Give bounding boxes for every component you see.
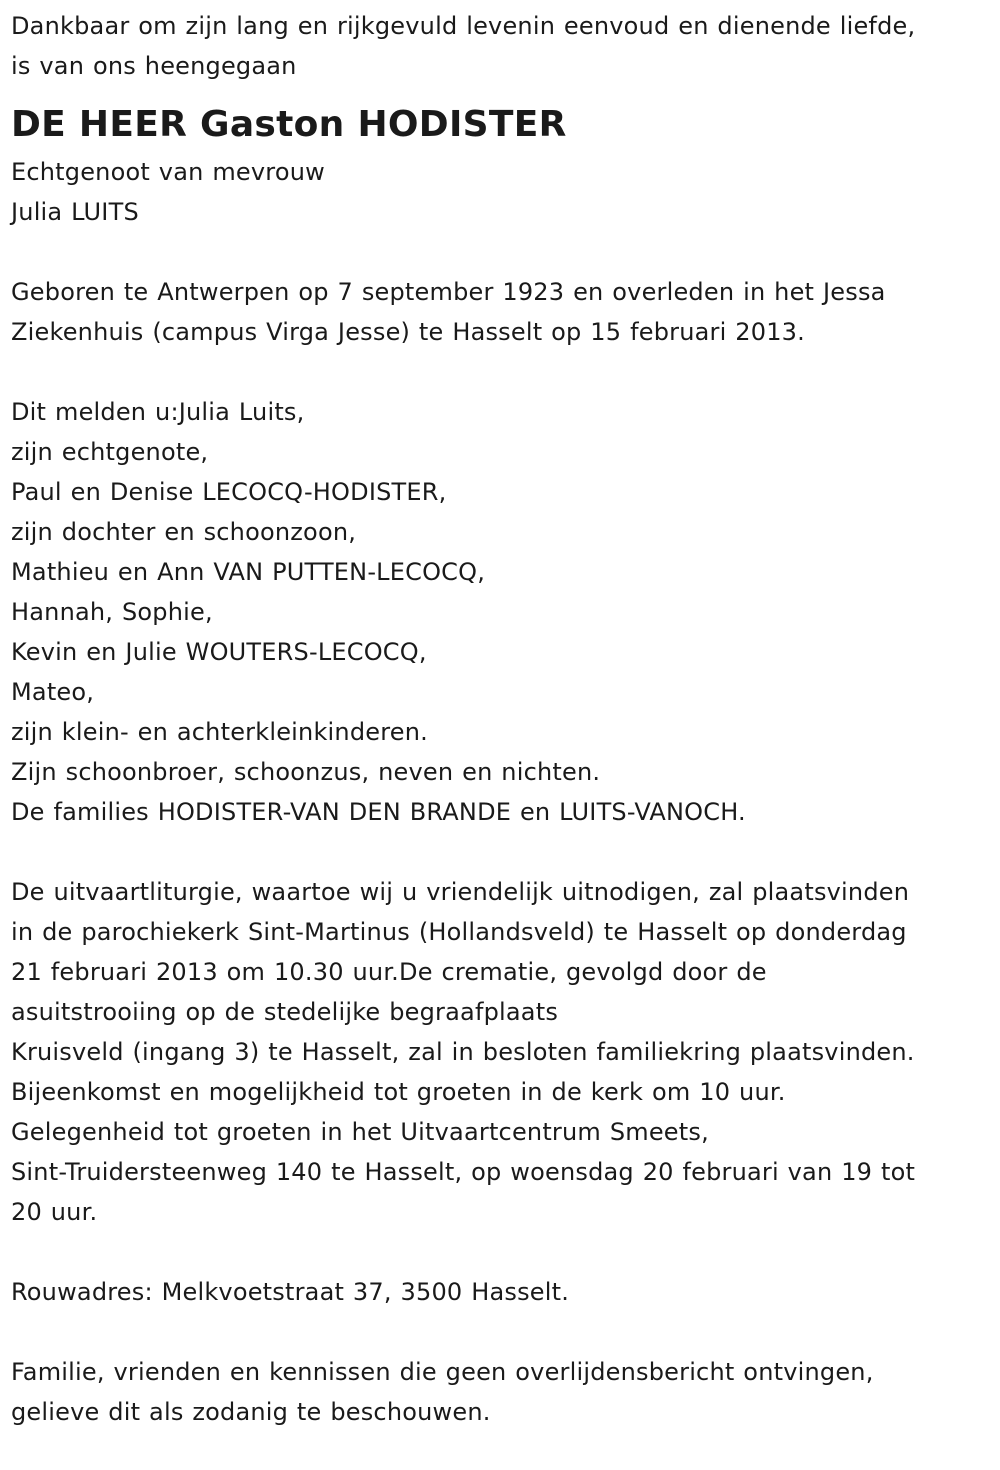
spouse-line: Echtgenoot van mevrouw xyxy=(11,158,325,186)
deceased-name: DE HEER Gaston HODISTER xyxy=(11,104,567,145)
spouse-paragraph xyxy=(11,152,991,232)
family-line: Mateo, xyxy=(11,678,95,706)
intro-paragraph xyxy=(11,6,991,86)
mourning-address: Rouwadres: Melkvoetstraat 37, 3500 Hasselt. xyxy=(11,1278,570,1306)
funeral-line: 21 februari 2013 om 10.30 uur.De crematie, gevolgd door de xyxy=(11,958,767,986)
family-line: zijn dochter en schoonzoon, xyxy=(11,518,357,546)
family-line: De families HODISTER-VAN DEN BRANDE en LUITS-VANOCH. xyxy=(11,798,746,826)
spacer xyxy=(11,1312,991,1352)
intro-line: Dankbaar om zijn lang en rijkgevuld levenin eenvoud en dienende liefde, xyxy=(11,12,916,40)
funeral-line: asuitstrooiing op de stedelijke begraafplaats xyxy=(11,998,559,1026)
funeral-paragraph xyxy=(11,872,991,1232)
closing-line: gelieve dit als zodanig te beschouwen. xyxy=(11,1398,491,1426)
funeral-line: Kruisveld (ingang 3) te Hasselt, zal in besloten familiekring plaatsvinden. xyxy=(11,1038,915,1066)
family-line: Zijn schoonbroer, schoonzus, neven en nichten. xyxy=(11,758,601,786)
address-paragraph xyxy=(11,1272,991,1312)
funeral-line: 20 uur. xyxy=(11,1198,98,1226)
spouse-line: Julia LUITS xyxy=(11,198,139,226)
spacer xyxy=(11,352,991,392)
funeral-line: in de parochiekerk Sint-Martinus (Hollandsveld) te Hasselt op donderdag xyxy=(11,918,907,946)
closing-line: Familie, vrienden en kennissen die geen overlijdensbericht ontvingen, xyxy=(11,1358,874,1386)
obituary-notice xyxy=(11,6,991,1432)
family-paragraph xyxy=(11,392,991,832)
spacer xyxy=(11,832,991,872)
spacer xyxy=(11,1232,991,1272)
funeral-line: Gelegenheid tot groeten in het Uitvaartcentrum Smeets, xyxy=(11,1118,709,1146)
birth-line: Geboren te Antwerpen op 7 september 1923 en overleden in het Jessa xyxy=(11,278,886,306)
intro-line: is van ons heengegaan xyxy=(11,52,297,80)
birth-line: Ziekenhuis (campus Virga Jesse) te Hasselt op 15 februari 2013. xyxy=(11,318,805,346)
funeral-line: Sint-Truidersteenweg 140 te Hasselt, op woensdag 20 februari van 19 tot xyxy=(11,1158,916,1186)
funeral-line: Bijeenkomst en mogelijkheid tot groeten in de kerk om 10 uur. xyxy=(11,1078,786,1106)
family-line: zijn klein- en achterkleinkinderen. xyxy=(11,718,428,746)
family-line: Kevin en Julie WOUTERS-LECOCQ, xyxy=(11,638,427,666)
closing-paragraph xyxy=(11,1352,991,1432)
family-line: zijn echtgenote, xyxy=(11,438,209,466)
family-line: Hannah, Sophie, xyxy=(11,598,213,626)
spacer xyxy=(11,232,991,272)
birth-death-paragraph xyxy=(11,272,991,352)
family-line: Dit melden u:Julia Luits, xyxy=(11,398,305,426)
funeral-line: De uitvaartliturgie, waartoe wij u vriendelijk uitnodigen, zal plaatsvinden xyxy=(11,878,910,906)
family-line: Mathieu en Ann VAN PUTTEN-LECOCQ, xyxy=(11,558,486,586)
family-line: Paul en Denise LECOCQ-HODISTER, xyxy=(11,478,447,506)
